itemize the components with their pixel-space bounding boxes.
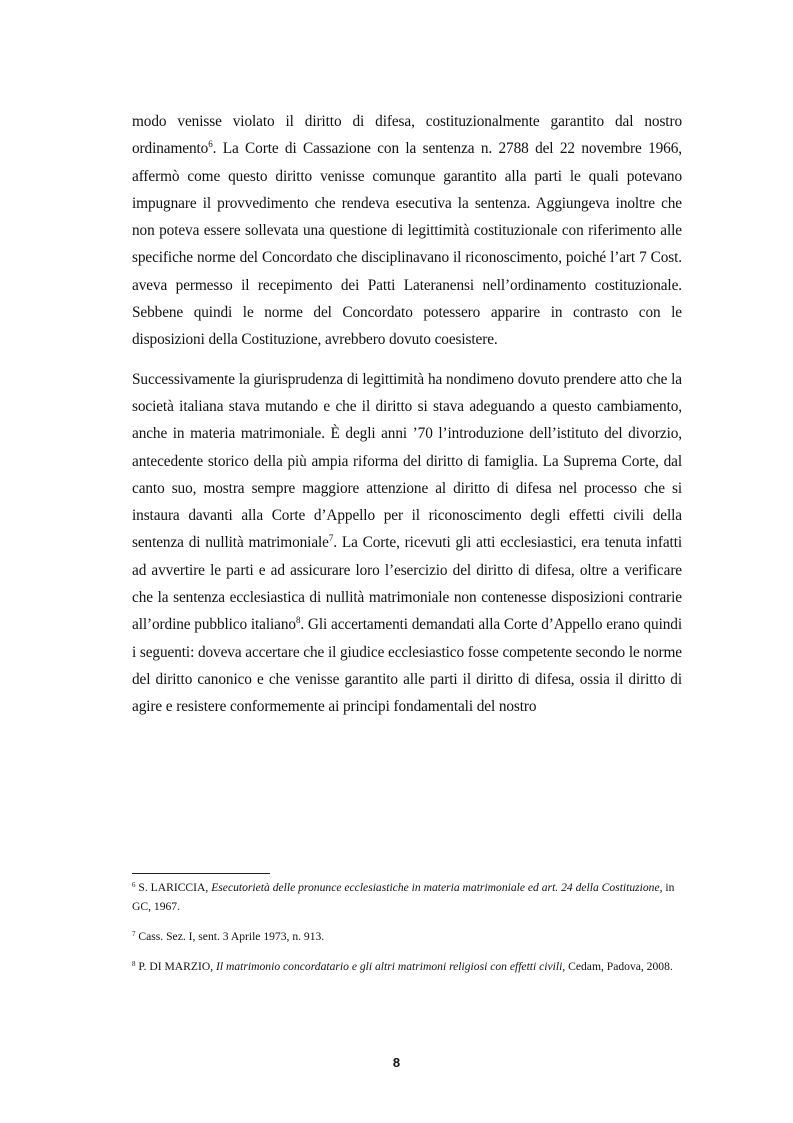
footnote-text: S. LARICCIA, bbox=[135, 881, 212, 894]
footnote-title: Esecutorietà delle pronunce ecclesiastiche in materia matrimoniale ed art. 24 della Costituzione, bbox=[211, 881, 663, 894]
footnote-8 bbox=[132, 957, 682, 976]
footnote-ref-6[interactable]: 6 bbox=[208, 139, 213, 150]
text-run: modo venisse violato il diritto di difesa, costituzionalmente garantito dal nostro ordinamento bbox=[132, 113, 682, 158]
body-text bbox=[132, 108, 682, 721]
footnote-text: Cass. Sez. I, sent. 3 Aprile 1973, n. 913. bbox=[135, 930, 325, 943]
footnote-ref-8[interactable]: 8 bbox=[295, 615, 301, 626]
footnote-separator bbox=[132, 873, 270, 874]
footnote-mark: 7 bbox=[132, 930, 136, 938]
text-run: . Gli accertamenti demandati alla Corte d’Appello erano quindi i seguenti: doveva accertare che il giudice ecclesiastico fosse competente secondo le norme del diritto canonico e che venisse garantito alle parti il diritto di difesa, ossia il diritto di agire e resistere conformemente ai principi fondamentali del nostro bbox=[132, 616, 683, 716]
text-run: Successivamente la giurisprudenza di legittimità ha nondimeno dovuto prendere atto che la società italiana stava mutando e che il diritto si stava adeguando a questo cambiamento, anche in materia matrimoniale. È degli anni ’70 l’introduzione dell’istituto del divorzio, antecedente storico della più ampia riforma del diritto di famiglia. La Suprema Corte, dal canto suo, mostra sempre maggiore attenzione al diritto di difesa nel processo che si instaura davanti alla Corte d’Appello per il riconoscimento degli effetti civili della sentenza di nullità matrimoniale bbox=[132, 370, 682, 552]
page-number: 8 bbox=[392, 1055, 401, 1070]
paragraph-2 bbox=[132, 366, 682, 721]
footnote-ref-7[interactable]: 7 bbox=[328, 533, 334, 544]
footnote-text: in GC, 1967. bbox=[132, 881, 675, 913]
text-run: . La Corte, ricevuti gli atti ecclesiastici, era tenuta infatti ad avvertire le parti e ad assicurare loro l’esercizio del diritto di difesa, oltre a verificare che la sentenza ecclesiastica di nullità matrimoniale non contenesse disposizioni contrarie all’ordine pubblico italiano bbox=[132, 534, 682, 634]
footnote-text: P. DI MARZIO, bbox=[135, 960, 217, 973]
footnote-6 bbox=[132, 878, 682, 916]
footnote-mark: 6 bbox=[132, 881, 136, 889]
footnote-title: Il matrimonio concordatario e gli altri matrimoni religiosi con effetti civili, bbox=[216, 960, 566, 973]
footnote-7 bbox=[132, 927, 682, 946]
text-run: . La Corte di Cassazione con la sentenza n. 2788 del 22 novembre 1966, affermò come questo diritto venisse comunque garantito alla parti le quali potevano impugnare il provvedimento che rendeva esecutiva la sentenza. Aggiungeva inoltre che non poteva essere sollevata una questione di legittimità costituzionale con riferimento alle specifiche norme del Concordato che disciplinavano il riconoscimento, poiché l’art 7 Cost. aveva permesso il recepimento dei Patti Lateranensi nell’ordinamento costituzionale. Sebbene quindi le norme del Concordato potessero apparire in contrasto con le disposizioni della Costituzione, avrebbero dovuto coesistere. bbox=[132, 140, 682, 349]
footnote-mark: 8 bbox=[132, 960, 136, 968]
footnotes bbox=[132, 878, 682, 976]
paragraph-1 bbox=[132, 108, 682, 354]
footnote-text: Cedam, Padova, 2008. bbox=[565, 960, 673, 973]
